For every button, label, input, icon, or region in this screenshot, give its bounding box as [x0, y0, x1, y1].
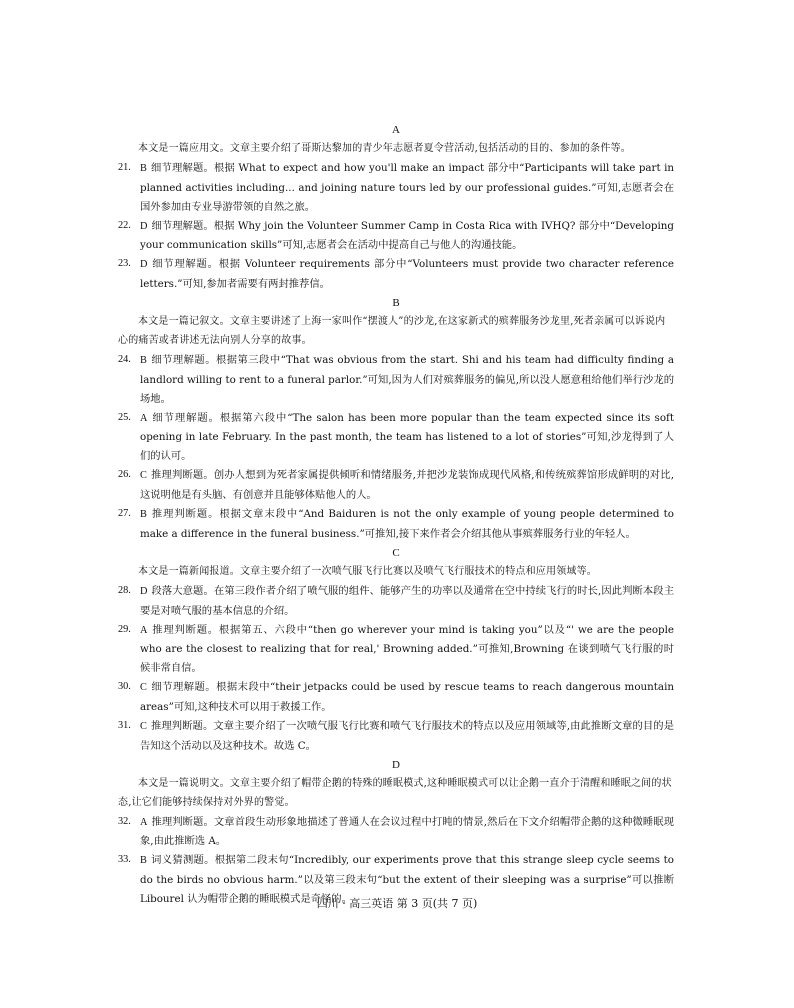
answer-body	[140, 678, 674, 717]
section-summary: 本文是一篇说明文。文章主要介绍了帽带企鹅的特殊的睡眠模式,这种睡眠模式可以让企鹅一直介于清醒和睡眠之间的状态,让它们能够持续保持对外界的警觉。	[118, 777, 672, 808]
answer-item	[118, 678, 674, 717]
section-title: A	[392, 124, 400, 136]
answer-letter: B	[140, 509, 147, 521]
answer-item	[118, 582, 674, 621]
question-number: 28.	[118, 584, 131, 596]
answer-letter: C	[140, 682, 147, 694]
answer-item	[118, 717, 674, 756]
question-number: 25.	[118, 411, 131, 423]
answer-body	[140, 217, 674, 256]
question-number: 23.	[118, 258, 131, 270]
question-number: 24.	[118, 353, 131, 365]
answer-letter: B	[140, 855, 147, 867]
answer-explanation: 细节理解题。根据 Why join the Volunteer Summer Camp in Costa Rica with IVHQ? 部分中“Developing your communication skills”可知,志愿者会在活动中提高自己与他人的沟通技能。	[140, 219, 674, 252]
question-number: 21.	[118, 161, 131, 173]
question-number: 33.	[118, 854, 131, 866]
question-number: 29.	[118, 623, 131, 635]
answer-item	[118, 505, 674, 544]
answer-body	[140, 255, 674, 294]
answer-explanation: 推理判断题。根据第五、六段中“then go wherever your mind is taking you”以及“' we are the people who are the closest to realizing that for real,' Browning added.”可推知,Browning 在谈到喷气飞行服的时候非常自信。	[140, 623, 674, 675]
answer-item	[118, 255, 674, 294]
answer-explanation: 推理判断题。文章首段生动形象地描述了普通人在会议过程中打盹的情景,然后在下文介绍帽带企鹅的这种微睡眠现象,由此推断选 A。	[140, 815, 674, 848]
answer-body	[140, 813, 674, 852]
answer-item	[118, 621, 674, 679]
question-number: 22.	[118, 219, 131, 231]
answer-item	[118, 813, 674, 852]
answer-explanation: 推理判断题。文章主要介绍了一次喷气服飞行比赛和喷气飞行服技术的特点以及应用领域等,由此推断文章的目的是告知这个活动以及这种技术。故选 C。	[140, 720, 674, 752]
answer-body	[140, 717, 674, 756]
answer-explanation: 推理判断题。创办人想到为死者家属提供倾听和情绪服务,并把沙龙装饰成现代风格,和传统殡葬馆形成鲜明的对比,这说明他是有头脑、有创意并且能够体贴他人的人。	[140, 469, 674, 502]
answer-body	[140, 159, 674, 217]
answer-explanation: 词义猜测题。根据第二段末句“Incredibly, our experiments prove that this strange sleep cycle seems to do the birds no obvious harm.”以及第三段末句“but the extent of their sleeping was a surprise”可以推断 Libourel 认为帽带企鹅的睡眠模式是奇怪的。	[140, 854, 674, 906]
page-footer: 四川 · 高三英语 第 3 页(共 7 页)	[316, 897, 478, 910]
answer-item	[118, 409, 674, 467]
question-number: 31.	[118, 720, 131, 732]
section-summary: 本文是一篇记叙文。文章主要讲述了上海一家叫作“摆渡人”的沙龙,在这家新式的殡葬服务沙龙里,死者亲属可以诉说内心的痛苦或者讲述无法向别人分享的故事。	[118, 316, 666, 346]
answer-letter: B	[140, 354, 147, 366]
answer-item	[118, 351, 674, 409]
answer-explanation: 细节理解题。根据第六段中“The salon has been more popular than the team expected since its soft opening in late February. In the past month, the team has listened to a lot of stories”可知,沙龙得到了人们的认可。	[140, 411, 674, 463]
answer-body	[140, 621, 674, 679]
section-title: B	[392, 297, 400, 310]
answer-body	[140, 505, 674, 544]
answer-item	[118, 217, 674, 256]
answer-body	[140, 466, 674, 505]
answer-content	[118, 121, 674, 909]
answer-body	[140, 582, 674, 621]
answer-item	[118, 466, 674, 505]
answer-letter: A	[140, 816, 148, 828]
answer-letter: A	[140, 412, 148, 424]
answer-body	[140, 409, 674, 467]
question-number: 27.	[118, 508, 131, 520]
answer-explanation: 细节理解题。根据 What to expect and how you'll make an impact 部分中“Participants will take part in planned activities including... and joining nature tours led by our professional guides.”可知,志愿者会在国外参加由专业导游带领的自然之旅。	[140, 161, 674, 213]
section-summary: 本文是一篇应用文。文章主要介绍了哥斯达黎加的青少年志愿者夏令营活动,包括活动的目的、参加的条件等。	[138, 142, 631, 154]
question-number: 26.	[118, 469, 131, 481]
answer-letter: D	[140, 585, 148, 597]
answer-explanation: 细节理解题。根据 Volunteer requirements 部分中“Volunteers must provide two character reference letters.”可知,参加者需要有两封推荐信。	[140, 258, 674, 291]
answer-letter: D	[140, 220, 148, 232]
answer-body	[140, 351, 674, 409]
answer-explanation: 细节理解题。根据末段中“their jetpacks could be used by rescue teams to reach dangerous mountain areas”可知,这种技术可以用于救援工作。	[140, 681, 674, 714]
answer-explanation: 细节理解题。根据第三段中“That was obvious from the start. Shi and his team had difficulty finding a landlord willing to rent to a funeral parlor.”可知,因为人们对殡葬服务的偏见,所以没人愿意租给他们举行沙龙的场地。	[140, 353, 674, 405]
question-number: 32.	[118, 815, 131, 827]
question-number: 30.	[118, 681, 131, 693]
answer-explanation: 推理判断题。根据文章末段中“And Baiduren is not the only example of young people determined to make a difference in the funeral business.”可推知,接下来作者会介绍其他从事殡葬服务行业的年轻人。	[140, 508, 674, 540]
answer-letter: C	[140, 470, 147, 482]
answer-letter: B	[140, 162, 147, 174]
answer-letter: D	[140, 259, 148, 271]
section-title: D	[392, 758, 400, 771]
section-summary: 本文是一篇新闻报道。文章主要介绍了一次喷气服飞行比赛以及喷气飞行服技术的特点和应用领域等。	[138, 565, 597, 577]
answer-item	[118, 159, 674, 217]
answer-letter: C	[140, 721, 147, 733]
answer-explanation: 段落大意题。在第三段作者介绍了喷气服的组件、能够产生的功率以及通常在空中持续飞行的时长,因此判断本段主要是对喷气服的基本信息的介绍。	[140, 584, 674, 617]
section-title: C	[392, 546, 400, 559]
answer-letter: A	[140, 624, 148, 636]
